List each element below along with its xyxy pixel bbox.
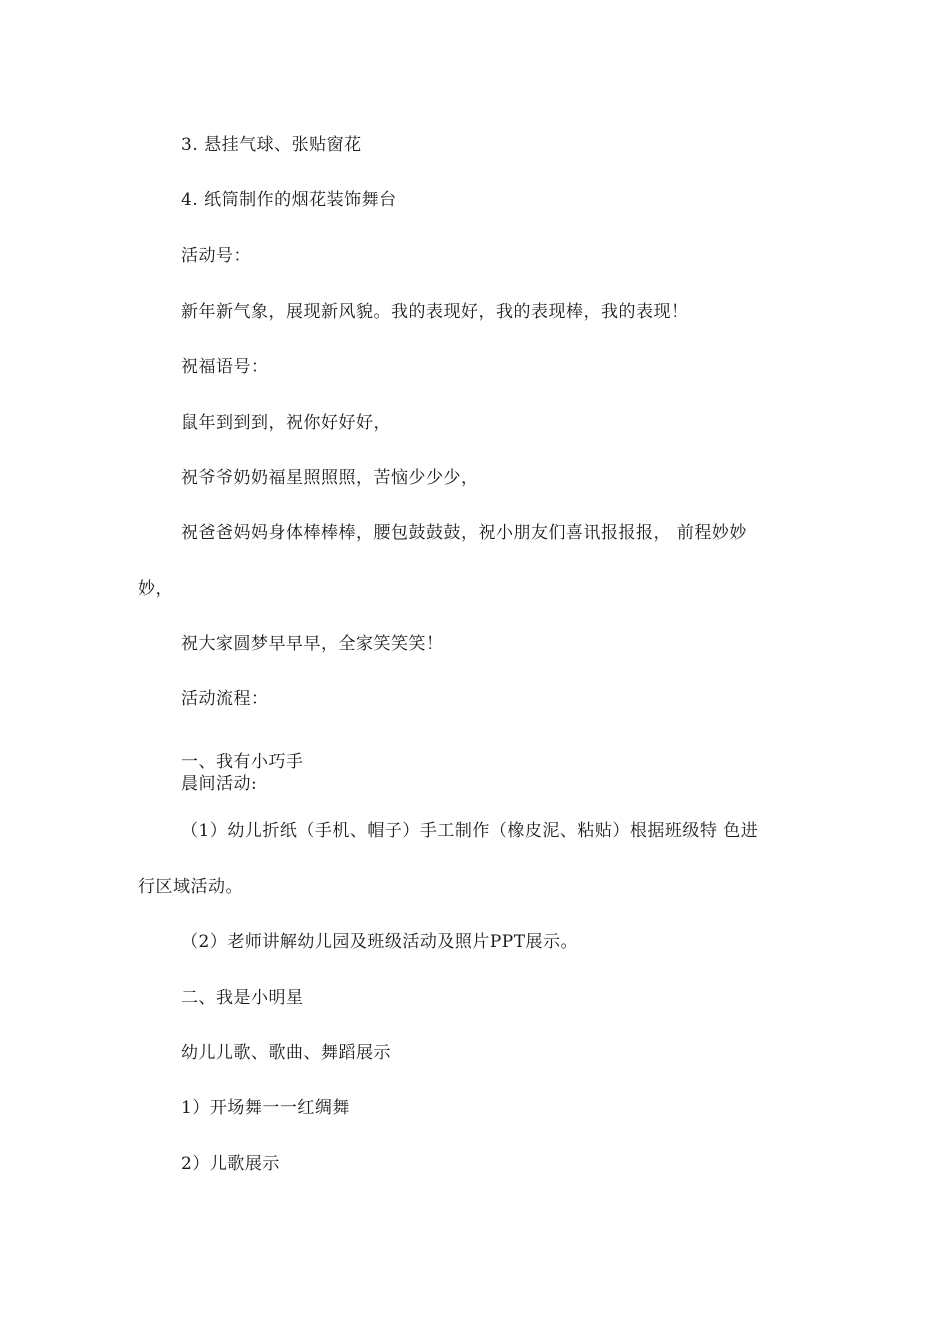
blessing-line-3: 祝爸爸妈妈身体棒棒棒，腰包鼓鼓鼓，祝小朋友们喜讯报报报， 前程妙妙 bbox=[181, 523, 747, 543]
blessing-line-3-wrap: 妙， bbox=[138, 579, 173, 599]
performance-item-2: 2）儿歌展示 bbox=[181, 1154, 280, 1174]
activity-item-2: （2）老师讲解幼儿园及班级活动及照片PPT展示。 bbox=[181, 932, 579, 952]
process-part-2-title: 二、我是小明星 bbox=[181, 988, 304, 1008]
list-item-decor-3: 3. 悬挂气球、张贴窗花 bbox=[181, 135, 362, 155]
performance-intro: 幼儿儿歌、歌曲、舞蹈展示 bbox=[181, 1043, 391, 1063]
activity-item-1-wrap: 行区域活动。 bbox=[138, 877, 243, 897]
blessing-line-1: 鼠年到到到，祝你好好好， bbox=[181, 413, 391, 433]
blessing-line-4: 祝大家圆梦早早早，全家笑笑笑！ bbox=[181, 634, 444, 654]
list-item-decor-4: 4. 纸筒制作的烟花装饰舞台 bbox=[181, 190, 397, 210]
performance-item-1: 1）开场舞一一红绸舞 bbox=[181, 1098, 350, 1118]
activity-item-1: （1）幼儿折纸（手机、帽子）手工制作（橡皮泥、粘贴）根据班级特 色进 bbox=[181, 821, 759, 841]
blessing-line-2: 祝爷爷奶奶福星照照照，苦恼少少少， bbox=[181, 468, 479, 488]
slogan-text: 新年新气象，展现新风貌。我的表现好，我的表现棒，我的表现！ bbox=[181, 302, 689, 322]
process-part-1-title: 一、我有小巧手 bbox=[181, 752, 304, 772]
section-heading-blessing: 祝福语号： bbox=[181, 357, 269, 377]
section-heading-slogan: 活动号： bbox=[181, 246, 251, 266]
morning-activity-label: 晨间活动: bbox=[181, 774, 258, 794]
section-heading-process: 活动流程： bbox=[181, 689, 269, 709]
